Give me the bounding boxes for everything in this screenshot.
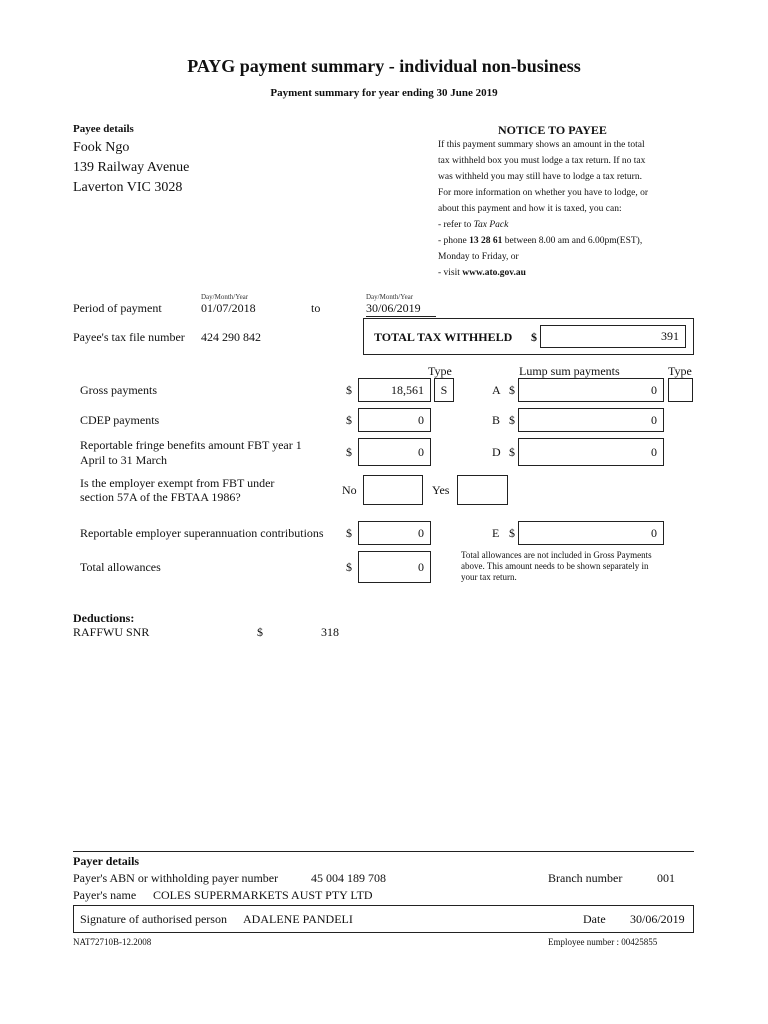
deduction-amount: 318 (321, 625, 339, 639)
fbt-exempt-no-label: No (342, 483, 357, 497)
fbt-exempt-yes-label: Yes (432, 483, 450, 497)
notice-line-visit (438, 265, 648, 281)
tfn-label: Payee's tax file number (73, 330, 185, 344)
branch-number-value: 001 (657, 871, 675, 885)
fbt-exempt-label-line1: Is the employer exempt from FBT under (80, 476, 275, 490)
signature-value: ADALENE PANDELI (243, 912, 353, 926)
notice-heading: NOTICE TO PAYEE (498, 123, 607, 137)
lump-letter-d: D (492, 445, 501, 459)
lump-sum-d-field[interactable]: 0 (518, 438, 664, 466)
form-code: NAT72710B-12.2008 (73, 937, 152, 947)
notice-line: tax withheld box you must lodge a tax return. If no tax (438, 156, 646, 166)
notice-tax-pack: Tax Pack (473, 220, 509, 230)
payer-name-label: Payer's name (73, 888, 137, 902)
deduction-currency: $ (257, 625, 263, 639)
fbt-exempt-label-line2: section 57A of the FBTAA 1986? (80, 490, 241, 504)
lump-sum-e-field[interactable]: 0 (518, 521, 664, 545)
period-label: Period of payment (73, 301, 162, 315)
payee-heading: Payee details (73, 123, 134, 135)
notice-visit-url: www.ato.gov.au (462, 268, 526, 278)
notice-line: For more information on whether you have to lodge, or (438, 188, 649, 198)
page-title: PAYG payment summary - individual non-business (187, 56, 581, 76)
cdep-currency: $ (346, 413, 352, 427)
lump-d-currency: $ (509, 445, 515, 459)
super-contributions-field[interactable]: 0 (358, 521, 431, 545)
type2-column-header: Type (668, 364, 692, 378)
lump-letter-b: B (492, 413, 501, 427)
total-tax-currency: $ (531, 330, 537, 344)
cdep-payments-field[interactable]: 0 (358, 408, 431, 432)
total-allowances-label: Total allowances (80, 560, 161, 574)
payee-address-line1: 139 Railway Avenue (73, 160, 190, 175)
signature-label: Signature of authorised person (80, 912, 227, 926)
deductions-heading: Deductions: (73, 611, 135, 625)
notice-line: If this payment summary shows an amount in the total (438, 140, 645, 150)
lump-letter-e: E (492, 526, 500, 540)
type-column-header: Type (428, 364, 452, 378)
lump-sum-type-field[interactable] (668, 378, 693, 402)
fbt-label-line1: Reportable fringe benefits amount FBT year 1 (80, 438, 302, 452)
period-to-underline (366, 316, 436, 317)
date-value: 30/06/2019 (630, 912, 685, 926)
fbt-label-line2: April to 31 March (80, 453, 167, 467)
lump-letter-a: A (492, 383, 501, 397)
date-label: Date (583, 912, 606, 926)
period-to-word: to (311, 301, 321, 315)
gross-type-field[interactable]: S (434, 378, 454, 402)
payee-address-line2: Laverton VIC 3028 (73, 180, 183, 195)
lump-e-currency: $ (509, 526, 515, 540)
notice-phone-suffix: between 8.00 am and 6.00pm(EST), (502, 236, 643, 246)
notice-line-refer (438, 217, 648, 233)
total-tax-label: TOTAL TAX WITHHELD (374, 330, 513, 344)
notice-line: about this payment and how it is taxed, you can: (438, 204, 622, 214)
payer-section-divider (73, 851, 694, 852)
payer-heading: Payer details (73, 854, 140, 868)
deduction-name: RAFFWU SNR (73, 625, 150, 639)
fbt-amount-field[interactable]: 0 (358, 438, 431, 466)
notice-phone-prefix: - phone (438, 236, 470, 246)
super-currency: $ (346, 526, 352, 540)
page-subtitle: Payment summary for year ending 30 June 2019 (270, 87, 498, 99)
cdep-payments-label: CDEP payments (80, 413, 160, 427)
allowances-note-line: above. This amount needs to be shown separately in (461, 561, 649, 571)
lump-sum-a-field[interactable]: 0 (518, 378, 664, 402)
fbt-exempt-no-field[interactable] (363, 475, 423, 505)
gross-currency: $ (346, 383, 352, 397)
notice-line-phone (438, 233, 648, 249)
allowances-note-line: Total allowances are not included in Gross Payments (461, 550, 652, 560)
period-from-hint: Day/Month/Year (201, 293, 249, 301)
lump-a-currency: $ (509, 383, 515, 397)
super-contributions-label: Reportable employer superannuation contributions (80, 526, 324, 540)
payer-abn-value: 45 004 189 708 (311, 871, 386, 885)
period-to: 30/06/2019 (366, 301, 421, 315)
allowances-note-line: your tax return. (461, 572, 517, 582)
lump-sum-b-field[interactable]: 0 (518, 408, 664, 432)
payee-name: Fook Ngo (73, 140, 130, 155)
total-tax-field[interactable]: 391 (540, 325, 686, 348)
gross-payments-field[interactable]: 18,561 (358, 378, 431, 402)
branch-number-label: Branch number (548, 871, 623, 885)
lump-sum-column-header: Lump sum payments (519, 364, 620, 378)
tfn-value: 424 290 842 (201, 330, 261, 344)
notice-visit-prefix: - visit (438, 268, 463, 278)
fbt-currency: $ (346, 445, 352, 459)
lump-b-currency: $ (509, 413, 515, 427)
gross-payments-label: Gross payments (80, 383, 157, 397)
total-allowances-field[interactable]: 0 (358, 551, 431, 583)
allowances-note (461, 550, 652, 583)
payer-name-value: COLES SUPERMARKETS AUST PTY LTD (153, 888, 373, 902)
payer-abn-label: Payer's ABN or withholding payer number (73, 871, 279, 885)
notice-line: Monday to Friday, or (438, 252, 519, 262)
notice-refer-prefix: - refer to (438, 220, 474, 230)
period-to-hint: Day/Month/Year (366, 293, 414, 301)
notice-text (438, 137, 648, 281)
allowances-currency: $ (346, 560, 352, 574)
period-from: 01/07/2018 (201, 301, 256, 315)
fbt-exempt-yes-field[interactable] (457, 475, 508, 505)
employee-number: Employee number : 00425855 (548, 937, 658, 947)
notice-phone-number: 13 28 61 (469, 236, 503, 246)
notice-line: was withheld you may still have to lodge a tax return. (438, 172, 642, 182)
